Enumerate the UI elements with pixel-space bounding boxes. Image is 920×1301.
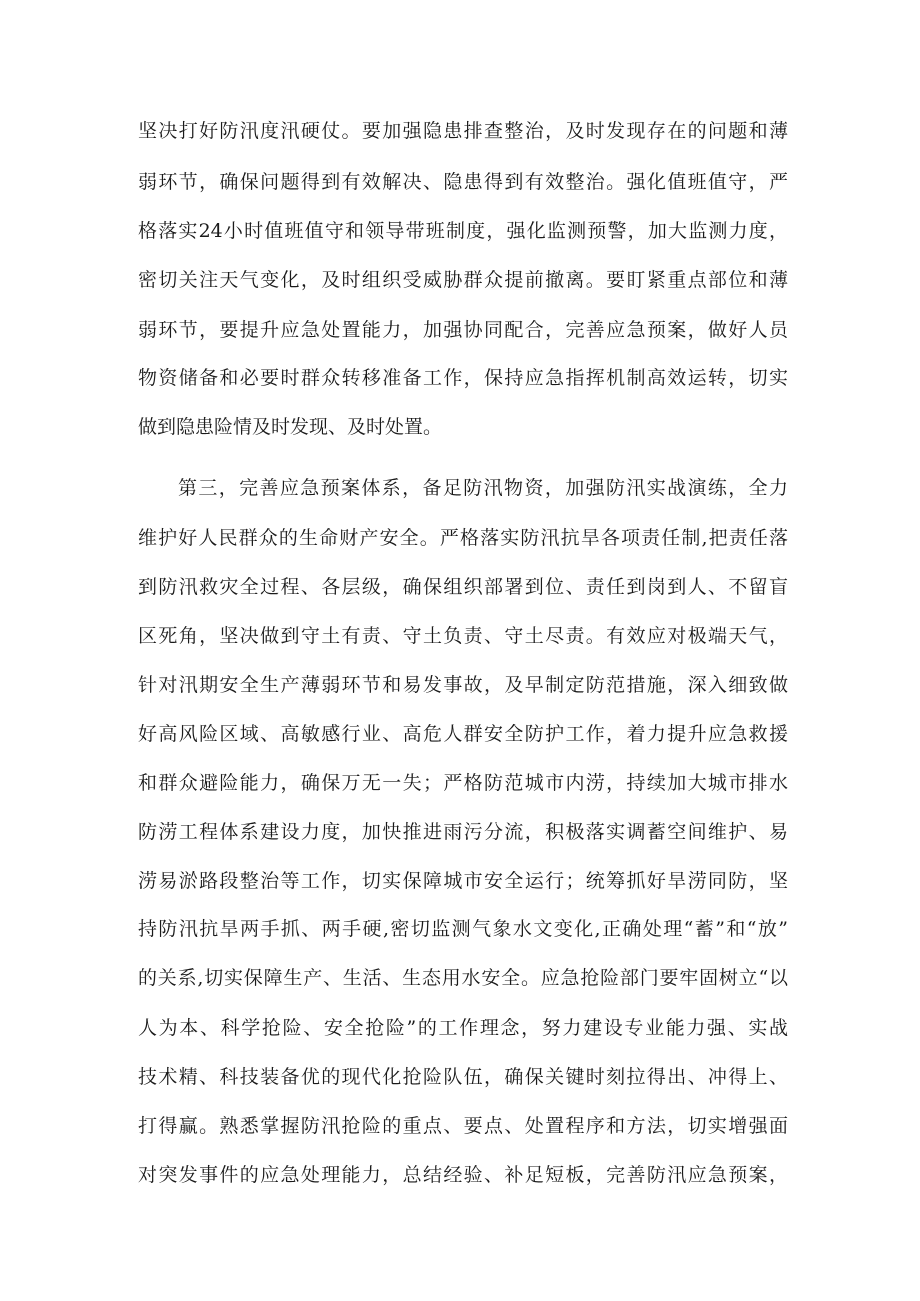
text-line: 和群众避险能力，确保万无一失；严格防范城市内涝，持续加大城市排水 <box>138 772 788 794</box>
text-line: 第三，完善应急预案体系，备足防汛物资，加强防汛实战演练，全力 <box>178 477 788 499</box>
text-line: 技术精、科技装备优的现代化抢险队伍，确保关键时刻拉得出、冲得上、 <box>138 1066 788 1088</box>
text-line: 格落实24小时值班值守和领导带班制度，强化监测预警，加大监测力度， <box>138 220 788 242</box>
text-line: 防涝工程体系建设力度，加快推进雨污分流，积极落实调蓄空间维护、易 <box>138 821 788 843</box>
text-line: 对突发事件的应急处理能力，总结经验、补足短板，完善防汛应急预案， <box>138 1164 788 1186</box>
text-line: 持防汛抗旱两手抓、两手硬,密切监测气象水文变化,正确处理“蓄”和“放” <box>138 918 788 940</box>
text-line: 人为本、科学抢险、安全抢险”的工作理念，努力建设专业能力强、实战 <box>138 1017 788 1039</box>
text-line: 的关系,切实保障生产、生活、生态用水安全。应急抢险部门要牢固树立“以 <box>138 967 788 989</box>
text-line: 弱环节，确保问题得到有效解决、隐患得到有效整治。强化值班值守，严 <box>138 171 788 193</box>
text-line: 打得赢。熟悉掌握防汛抢险的重点、要点、处置程序和方法，切实增强面 <box>138 1115 788 1137</box>
text-line: 密切关注天气变化，及时组织受威胁群众提前撤离。要盯紧重点部位和薄 <box>138 269 788 291</box>
text-line: 到防汛救灾全过程、各层级，确保组织部署到位、责任到岗到人、不留盲 <box>138 576 788 598</box>
text-line: 物资储备和必要时群众转移准备工作，保持应急指挥机制高效运转，切实 <box>138 367 788 389</box>
text-line: 针对汛期安全生产薄弱环节和易发事故，及早制定防范措施，深入细致做 <box>138 674 788 696</box>
text-line: 做到隐患险情及时发现、及时处置。 <box>138 416 443 438</box>
text-line: 维护好人民群众的生命财产安全。严格落实防汛抗旱各项责任制,把责任落 <box>138 527 788 549</box>
text-line: 好高风险区域、高敏感行业、高危人群安全防护工作，着力提升应急救援 <box>138 723 788 745</box>
text-line: 区死角，坚决做到守土有责、守土负责、守土尽责。有效应对极端天气， <box>138 625 788 647</box>
text-line: 坚决打好防汛度汛硬仗。要加强隐患排查整治，及时发现存在的问题和薄 <box>138 120 788 142</box>
text-line: 弱环节，要提升应急处置能力，加强协同配合，完善应急预案，做好人员 <box>138 319 788 341</box>
text-line: 涝易淤路段整治等工作，切实保障城市安全运行；统筹抓好旱涝同防，坚 <box>138 870 788 892</box>
